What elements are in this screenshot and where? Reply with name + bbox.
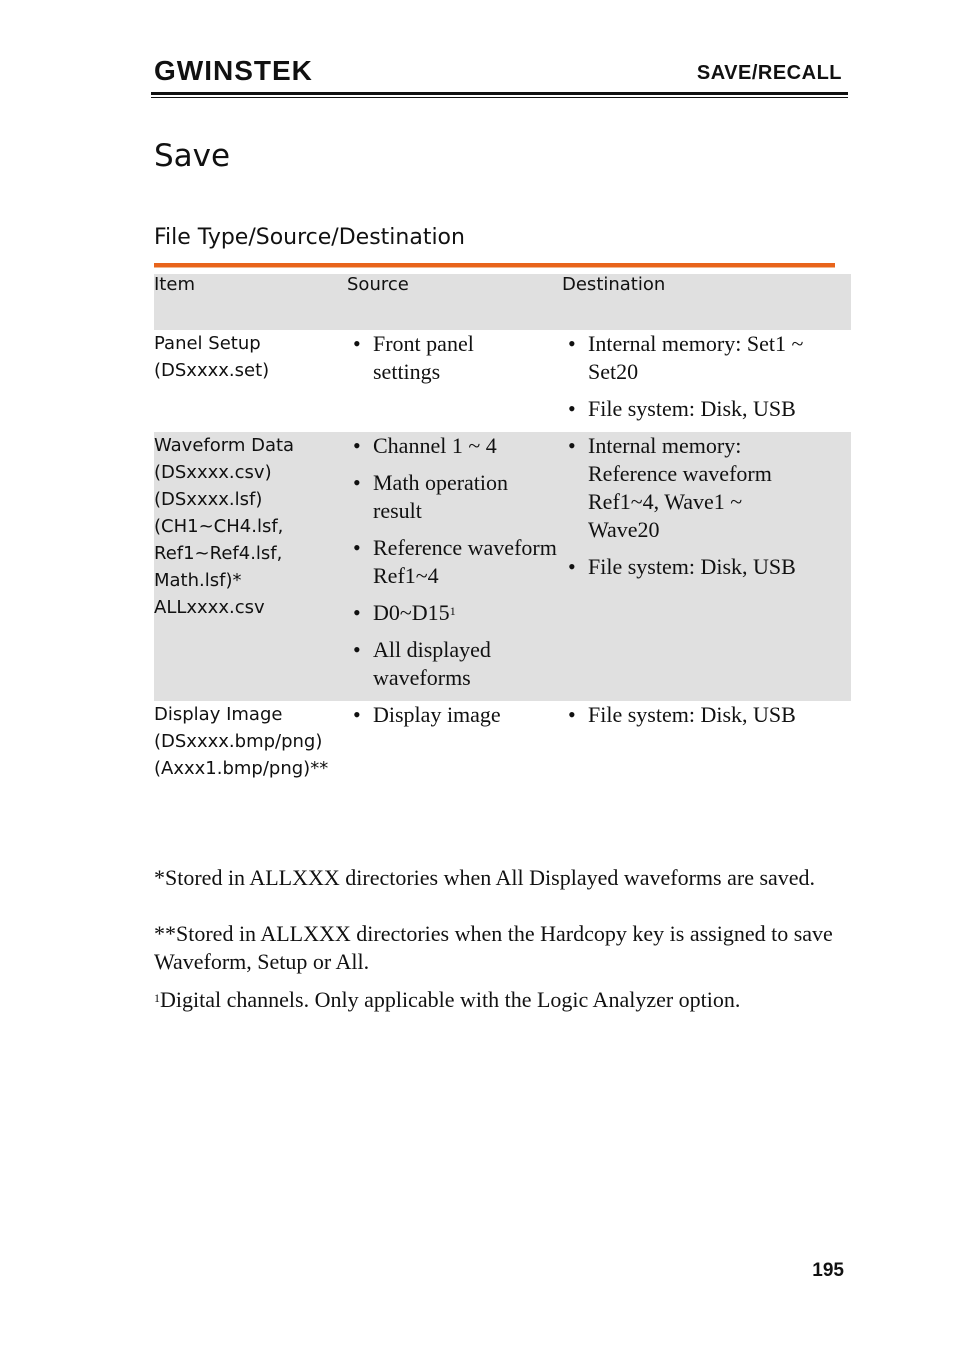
list-item: • File system: Disk, USB [588,395,851,423]
item-line: Math.lsf)* [154,570,242,591]
page-title: Save [154,138,231,174]
footnote-marker: 1 [154,991,160,1005]
item-cell [154,330,347,432]
item-line: (DSxxxx.lsf) [154,489,263,510]
section-title: File Type/Source/Destination [154,225,465,250]
destination-cell [562,432,851,701]
table-row [154,701,851,782]
header-rule [151,92,848,95]
source-cell [347,330,562,432]
list-item: • Internal memory: Reference waveform Ref1~4, Wave1 ~ Wave20 [588,432,851,544]
item-cell [154,432,347,701]
list-item: • Front panel settings [373,330,526,386]
destination-list [562,330,851,423]
item-line: ALLxxxx.csv [154,597,265,618]
footnote-ref: 1 [449,604,456,618]
header-destination: Destination [562,274,851,330]
section-rule [154,263,835,268]
source-cell [347,701,562,782]
file-type-table [154,274,851,782]
source-list [347,330,562,386]
header-item: Item [154,274,347,330]
source-cell [347,432,562,701]
item-line: Display Image [154,704,283,725]
header-rule-thin [151,97,848,98]
destination-list [562,701,851,729]
footnote-text: Digital channels. Only applicable with the Logic Analyzer option. [160,987,741,1012]
list-item: • Channel 1 ~ 4 [373,432,562,460]
page-number: 195 [812,1260,844,1281]
table-row [154,330,851,432]
list-item: • Display image [373,701,562,729]
item-line: (CH1~CH4.lsf, [154,516,284,537]
item-line: (DSxxxx.bmp/png) [154,731,323,752]
list-item: • File system: Disk, USB [588,701,851,729]
list-item: • Reference waveform Ref1~4 [373,534,562,590]
list-item: • File system: Disk, USB [588,553,851,581]
header-source: Source [347,274,562,330]
item-cell [154,701,347,782]
item-line: Waveform Data [154,435,295,456]
table-row [154,432,851,701]
destination-list [562,432,851,581]
item-line: (DSxxxx.set) [154,360,270,381]
gwinstek-logo [154,56,324,84]
logo-text: GWINSTEK [154,56,313,84]
item-line: Panel Setup [154,333,261,354]
item-line: (Axxx1.bmp/png)** [154,758,329,779]
list-item: • All displayed waveforms [373,636,562,692]
section-name: SAVE/RECALL [696,62,842,84]
list-item: • Internal memory: Set1 ~ Set20 [588,330,851,386]
note-hardcopy: **Stored in ALLXXX directories when the Hardcopy key is assigned to save Waveform, Setup or All. [154,921,833,974]
source-list [347,701,562,729]
item-line: Ref1~Ref4.lsf, [154,543,283,564]
item-line: (DSxxxx.csv) [154,462,272,483]
list-item [373,599,562,627]
footnote-digital [154,986,854,1014]
digital-channels-label: D0~D15 [373,600,450,625]
list-item: • Math operation result [373,469,562,525]
table-header-row [154,274,851,330]
destination-cell [562,701,851,782]
source-list [347,432,562,692]
note-all-displayed: *Stored in ALLXXX directories when All Displayed waveforms are saved. [154,865,816,890]
destination-cell [562,330,851,432]
